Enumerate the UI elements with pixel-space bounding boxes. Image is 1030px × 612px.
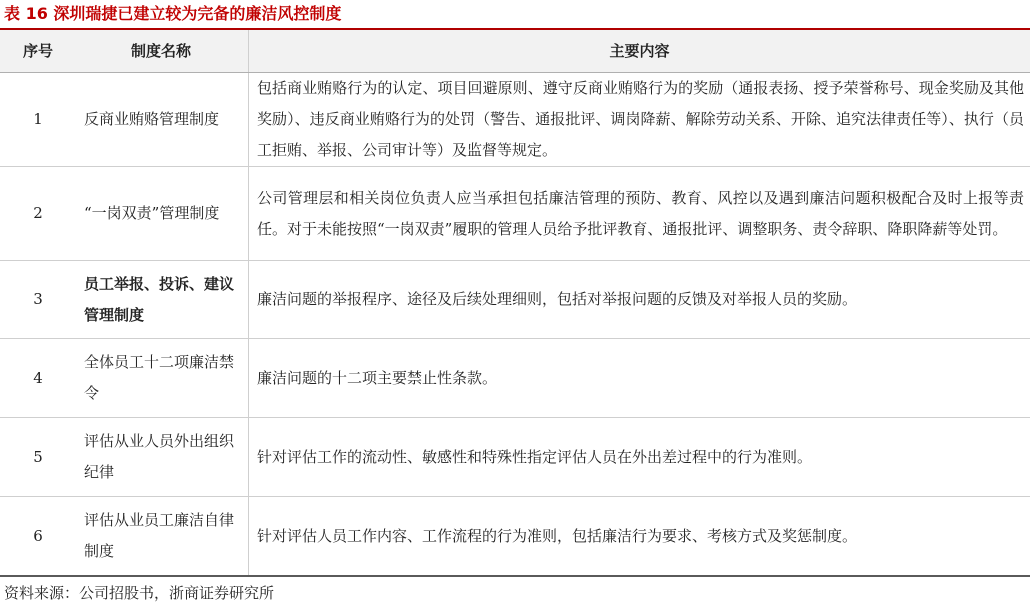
source-note: 资料来源：公司招股书，浙商证券研究所	[4, 584, 275, 602]
table-row	[0, 73, 1030, 167]
table-row	[0, 418, 1030, 497]
row-number: 2	[33, 204, 43, 222]
policy-table	[0, 30, 1030, 577]
table-header-row	[0, 30, 1030, 73]
policy-name: 评估从业人员外出组织纪律	[84, 432, 235, 481]
row-number: 4	[33, 368, 43, 387]
policy-content: 针对评估工作的流动性、敏感性和特殊性指定评估人员在外出差过程中的行为准则。	[257, 447, 813, 466]
table-row	[0, 339, 1030, 418]
header-policy-name: 制度名称	[130, 41, 191, 60]
row-number: 1	[33, 110, 43, 128]
row-number: 5	[33, 447, 43, 466]
policy-name: 反商业贿赂管理制度	[84, 110, 220, 128]
policy-content: 廉洁问题的十二项主要禁止性条款。	[257, 368, 498, 387]
header-number: 序号	[22, 41, 53, 60]
table-row	[0, 167, 1030, 261]
policy-name: “一岗双责”管理制度	[84, 204, 220, 222]
table-row	[0, 497, 1030, 577]
policy-name: 员工举报、投诉、建议管理制度	[84, 274, 235, 324]
policy-content: 公司管理层和相关岗位负责人应当承担包括廉洁管理的预防、教育、风控以及遇到廉洁问题积极配合及时上报等责任。对于未能按照“一岗双责”履职的管理人员给予批评教育、通报批评、调整职务、责令辞职、降职降薪等处罚。	[257, 188, 1024, 238]
row-number: 6	[33, 526, 43, 545]
policy-content: 针对评估人员工作内容、工作流程的行为准则，包括廉洁行为要求、考核方式及奖惩制度。	[257, 526, 858, 545]
table-row	[0, 261, 1030, 339]
row-number: 3	[33, 290, 43, 308]
policy-name: 评估从业员工廉洁自律制度	[84, 511, 235, 560]
policy-content: 包括商业贿赂行为的认定、项目回避原则、遵守反商业贿赂行为的奖励（通报表扬、授予荣誉称号、现金奖励及其他奖励）、违反商业贿赂行为的处罚（警告、通报批评、调岗降薪、解除劳动关系、开除、追究法律责任等）、执行（员工拒贿、举报、公司审计等）及监督等规定。	[257, 79, 1024, 159]
header-main-content: 主要内容	[248, 30, 1030, 72]
policy-content: 廉洁问题的举报程序、途径及后续处理细则，包括对举报问题的反馈及对举报人员的奖励。	[257, 290, 858, 308]
policy-name: 全体员工十二项廉洁禁令	[84, 353, 235, 402]
table-title: 表 16 深圳瑞捷已建立较为完备的廉洁风控制度	[4, 4, 342, 23]
